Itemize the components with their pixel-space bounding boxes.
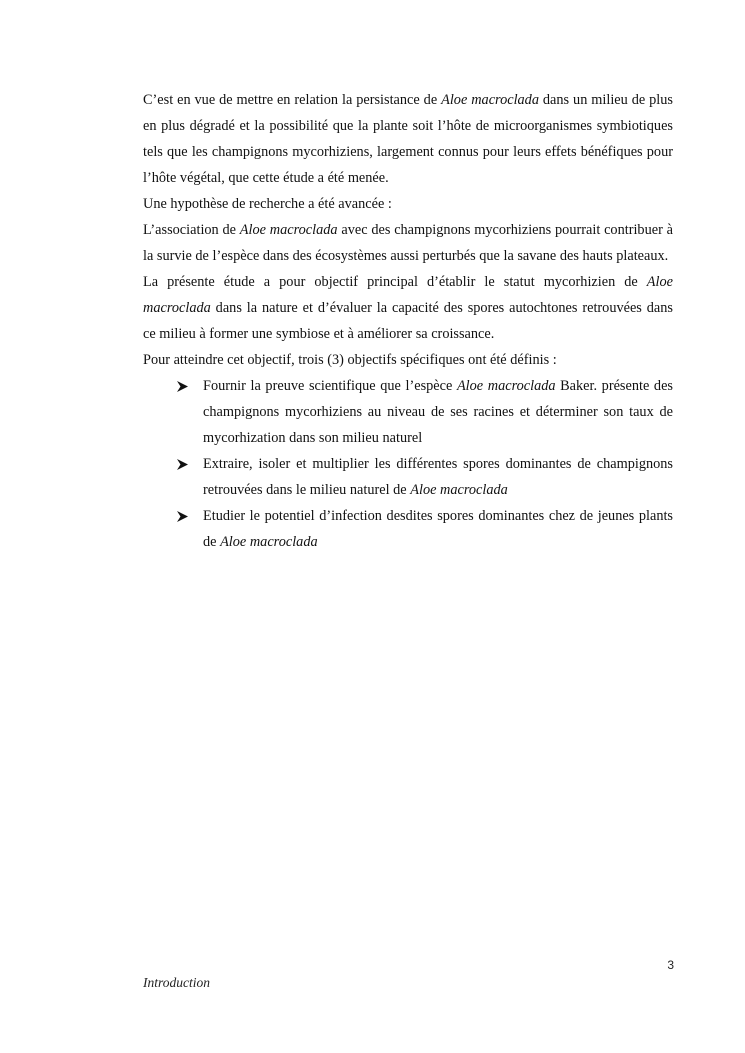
arrowhead-bullet-icon	[176, 373, 192, 399]
main-objective-paragraph: La présente étude a pour objectif principal d’établir le statut mycorhizien de Aloe macroclada dans la nature et d’évaluer la capacité des spores autochtones retrouvées dans ce milieu à former une symbiose et à améliorer sa croissance.	[143, 274, 673, 342]
specific-objectives-intro: Pour atteindre cet objectif, trois (3) objectifs spécifiques ont été définis :	[143, 352, 557, 368]
species-name: Aloe macroclada	[410, 482, 508, 498]
page-number: 3	[667, 958, 674, 972]
footer-section-label: Introduction	[143, 975, 210, 990]
list-item-text: Fournir la preuve scientifique que l’espèce Aloe macroclada Baker. présente des champignons mycorhiziens au niveau de ses racines et déterminer son taux de mycorhization dans son milieu naturel	[203, 378, 673, 446]
list-item-text: Etudier le potentiel d’infection desdites spores dominantes chez de jeunes plants de Aloe macroclada	[203, 508, 673, 550]
arrowhead-bullet-icon	[176, 503, 192, 529]
list-item	[143, 451, 673, 503]
species-name: Aloe macroclada	[456, 378, 556, 394]
body-text	[143, 87, 673, 555]
species-name: Aloe macroclada	[441, 92, 539, 108]
species-name: Aloe macroclada	[143, 274, 673, 316]
hypothesis-heading: Une hypothèse de recherche a été avancée :	[143, 196, 392, 212]
hypothesis-paragraph: L’association de Aloe macroclada avec des champignons mycorhiziens pourrait contribuer à la survie de l’espèce dans des écosystèmes aussi perturbés que la savane des hauts plateaux.	[143, 222, 673, 264]
species-name: Aloe macroclada	[220, 534, 318, 550]
arrowhead-bullet-icon	[176, 451, 192, 477]
list-item-text: Extraire, isoler et multiplier les différentes spores dominantes de champignons retrouvées dans le milieu naturel de Aloe macroclada	[203, 456, 673, 498]
list-item	[143, 503, 673, 555]
list-item	[143, 373, 673, 451]
objectives-list	[143, 373, 673, 555]
species-name: Aloe macroclada	[239, 222, 338, 238]
intro-paragraph: C’est en vue de mettre en relation la persistance de Aloe macroclada dans un milieu de plus en plus dégradé et la possibilité que la plante soit l’hôte de microorganismes symbiotiques tels que les champignons mycorhiziens, largement connus pour leurs effets bénéfiques pour l’hôte végétal, que cette étude a été menée.	[143, 92, 673, 186]
